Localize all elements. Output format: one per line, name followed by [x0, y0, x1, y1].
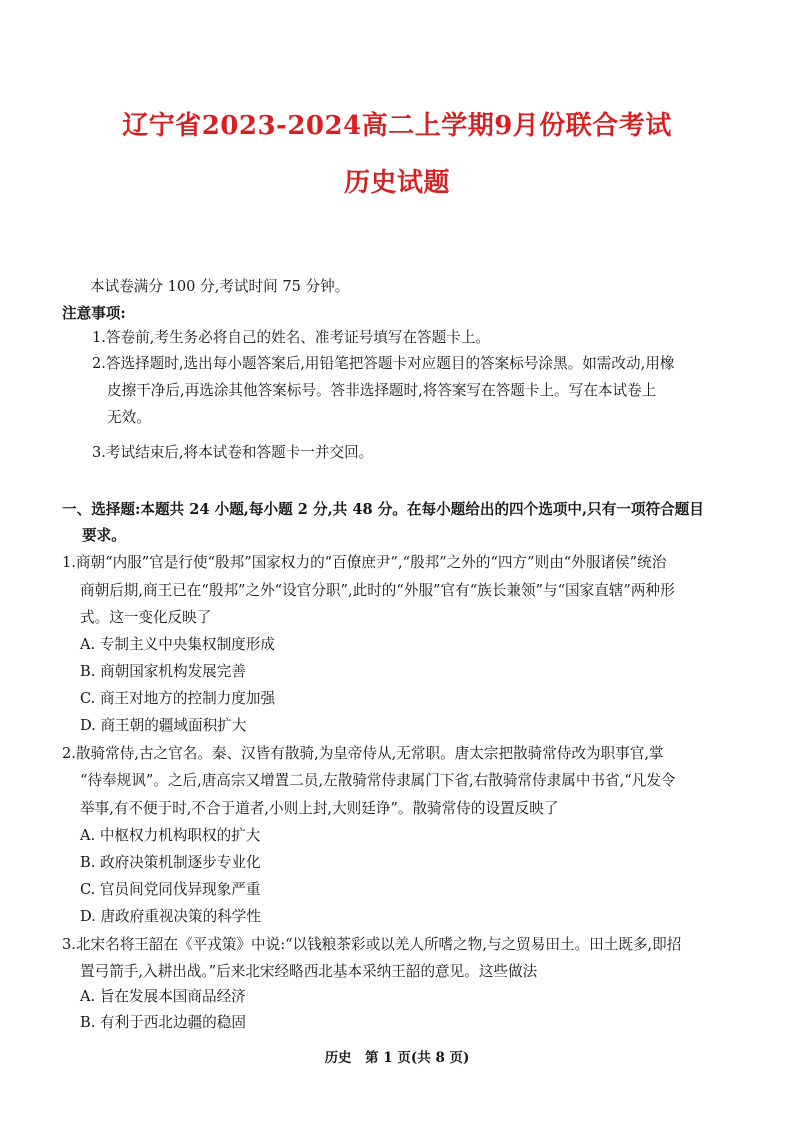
question-3-option-a: A. 旨在发展本国商品经济 — [80, 988, 246, 1005]
intro-text: 本试卷满分 100 分,考试时间 75 分钟。 — [90, 278, 350, 295]
question-1-stem: 1.商朝“内服”官是行使“殷邦”国家权力的“百僚庶尹”,“殷邦”之外的“四方”则由“外服诸侯”统治 — [62, 554, 667, 571]
question-1-stem: 式。这一变化反映了 — [80, 609, 212, 626]
question-1-option-a: A. 专制主义中央集权制度形成 — [80, 636, 275, 653]
question-1-option-b: B. 商朝国家机构发展完善 — [80, 663, 246, 680]
note-item: 无效。 — [107, 409, 151, 426]
question-2-option-b: B. 政府决策机制逐步专业化 — [80, 854, 261, 871]
exam-subtitle: 历史试题 — [343, 168, 450, 198]
section-heading: 一、选择题:本题共 24 小题,每小题 2 分,共 48 分。在每小题给出的四个选项中,只有一项符合题目 — [62, 501, 704, 518]
notes-heading: 注意事项: — [62, 305, 126, 322]
question-3-stem: 3.北宋名将王韶在《平戎策》中说:“以钱粮茶彩或以羌人所嗜之物,与之贸易田土。田土既多,即招 — [62, 936, 682, 953]
question-1-option-d: D. 商王朝的疆域面积扩大 — [80, 717, 247, 734]
question-2-option-d: D. 唐政府重视决策的科学性 — [80, 908, 261, 925]
page-footer: 历史 第 1 页(共 8 页) — [324, 1050, 470, 1066]
note-item: 2.答选择题时,选出每小题答案后,用铅笔把答题卡对应题目的答案标号涂黑。如需改动,用橡 — [92, 355, 675, 372]
note-item: 皮擦干净后,再选涂其他答案标号。答非选择题时,将答案写在答题卡上。写在本试卷上 — [107, 382, 657, 399]
question-2-stem: “待奉规讽”。之后,唐高宗又增置二员,左散骑常侍隶属门下省,右散骑常侍隶属中书省,“凡发令 — [80, 772, 676, 789]
question-2-stem: 2.散骑常侍,古之官名。秦、汉皆有散骑,为皇帝侍从,无常职。唐太宗把散骑常侍改为职事官,掌 — [62, 745, 664, 762]
question-1-option-c: C. 商王对地方的控制力度加强 — [80, 690, 276, 707]
question-2-option-a: A. 中枢权力机构职权的扩大 — [80, 827, 261, 844]
question-2-stem: 举事,有不便于时,不合于道者,小则上封,大则廷诤”。散骑常侍的设置反映了 — [80, 800, 559, 817]
note-item: 1.答卷前,考生务必将自己的姓名、准考证号填写在答题卡上。 — [92, 329, 491, 346]
section-heading-cont: 要求。 — [82, 527, 126, 544]
note-item: 3.考试结束后,将本试卷和答题卡一并交回。 — [92, 444, 374, 461]
question-2-option-c: C. 官员间党同伐异现象严重 — [80, 881, 261, 898]
exam-title: 辽宁省2023-2024高二上学期9月份联合考试 — [122, 111, 672, 141]
question-3-stem: 置弓箭手,入耕出战。”后来北宋经略西北基本采纳王韶的意见。这些做法 — [80, 963, 538, 980]
question-1-stem: 商朝后期,商王已在“殷邦”之外“设官分职”,此时的“外服”官有“族长兼领”与“国家直辖”两种形 — [80, 582, 675, 599]
question-3-option-b: B. 有利于西北边疆的稳固 — [80, 1014, 246, 1031]
